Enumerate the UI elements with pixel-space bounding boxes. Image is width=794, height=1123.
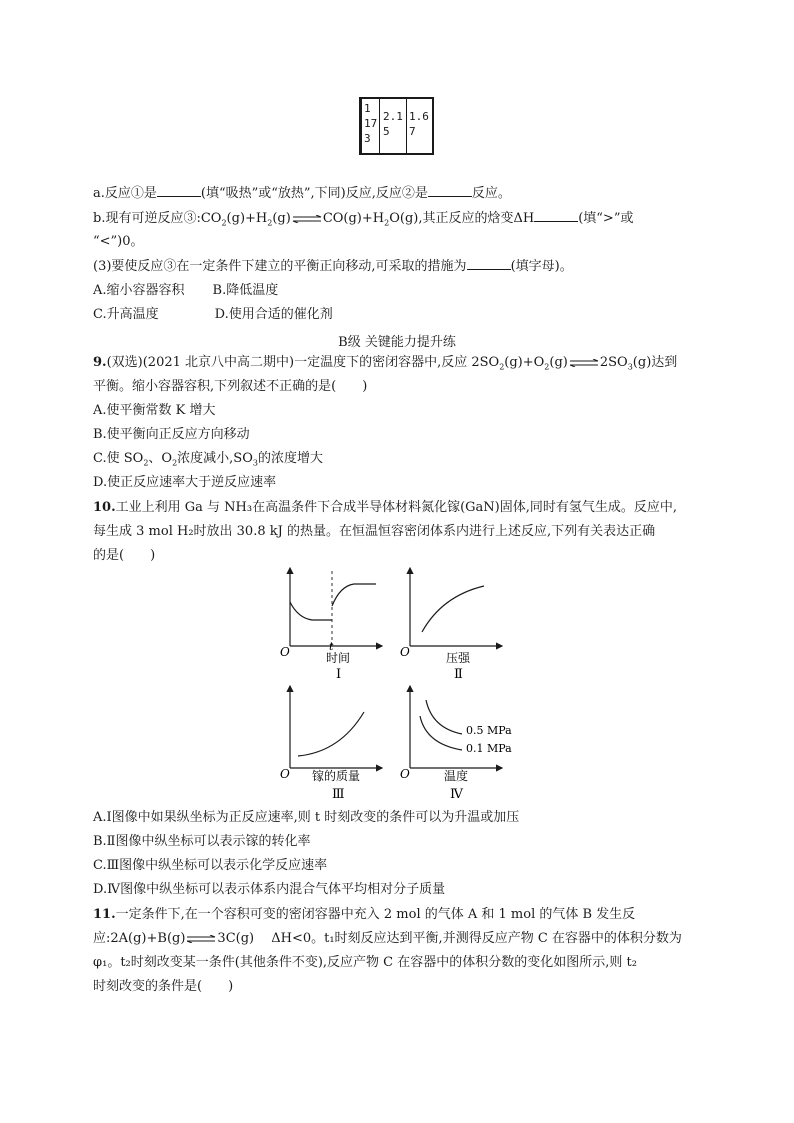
curve [290, 602, 332, 620]
answer-blank[interactable] [157, 184, 201, 197]
curve [422, 586, 484, 632]
subscript: 2 [499, 362, 505, 372]
option-d: D.使正反应速率大于逆反应速率 [93, 475, 277, 490]
table-cell: 1.6 [409, 110, 429, 123]
question-a [93, 184, 511, 203]
x-axis-label: 镓的质量 [312, 769, 361, 783]
question-3-options-row2 [93, 306, 333, 324]
x-axis-label: 压强 [446, 651, 471, 665]
answer-blank[interactable] [534, 209, 578, 222]
question-10-cont: 的是( ) [93, 548, 156, 563]
curve [298, 712, 364, 756]
table-cell: 1 [364, 102, 371, 115]
text: O(g),其正反应的焓变ΔH [389, 211, 535, 226]
x-axis-label: 温度 [444, 769, 469, 783]
x-axis-label: 时间 [326, 651, 351, 665]
question-9 [93, 354, 677, 377]
text: (g)+O [504, 355, 545, 370]
section-heading: B级 关键能力提升练 [338, 335, 456, 350]
text: (填“吸热”或“放热”,下同)反应,反应②是 [200, 186, 428, 201]
question-number: 10. [93, 500, 116, 515]
subscript: 2 [221, 218, 227, 228]
question-10-cont: 每生成 3 mol H₂时放出 30.8 kJ 的热量。在恒温恒容密闭体系内进行上述反应,下列有关表达正确 [93, 524, 656, 539]
option-a: A.Ⅰ图像中如果纵坐标为正反应速率,则 t 时刻改变的条件可以为升温或加压 [93, 810, 520, 825]
table-cell: 3 [364, 132, 371, 145]
subscript: 2 [172, 458, 178, 468]
text: 的浓度增大 [257, 451, 323, 466]
t-label: t [329, 640, 334, 653]
table-cell: 2.1 [383, 110, 403, 123]
text: 反应。 [471, 186, 511, 201]
text: b.现有可逆反应③:CO [93, 211, 222, 226]
graph-label: Ⅲ [332, 787, 345, 802]
text: (双选)(2021 北京八中高二期中)一定温度下的密闭容器中,反应 2SO [106, 355, 500, 370]
question-3 [93, 257, 573, 276]
text: CO(g)+H [322, 211, 385, 226]
text: 工业上利用 Ga 与 NH₃在高温条件下合成半导体材料氮化镓(GaN)固体,同时有氢气生成。反应中, [115, 500, 677, 515]
text: 一定条件下,在一个容积可变的密闭容器中充入 2 mol 的气体 A 和 1 mol 的气体 B 发生反 [115, 907, 636, 922]
option-b: B.使平衡向正反应方向移动 [93, 427, 250, 442]
table-col-1 [364, 101, 377, 155]
question-number: 11. [93, 907, 116, 922]
question-3-options-row1 [93, 282, 278, 300]
text: (g)+H [226, 211, 268, 226]
curve [332, 584, 376, 606]
question-b-cont: “<”)0。 [93, 234, 144, 249]
subscript: 2 [544, 362, 550, 372]
text: 2SO [599, 355, 628, 370]
graph-1 [280, 568, 382, 682]
text: 浓度减小,SO [177, 451, 253, 466]
option-a: A.缩小容器容积 [93, 283, 185, 298]
data-table-fragment [359, 97, 434, 155]
text: (g)达到 [632, 355, 678, 370]
table-cell: 17 [364, 117, 378, 130]
curve-label: 0.5 MPa [466, 724, 512, 737]
option-a: A.使平衡常数 K 增大 [93, 403, 216, 418]
table-divider [379, 99, 380, 153]
subscript: 2 [267, 218, 273, 228]
text: (g) [549, 355, 568, 370]
subscript: 3 [252, 458, 258, 468]
origin-label: O [400, 645, 410, 659]
text: C.使 SO [93, 451, 144, 466]
text: 3C(g) ΔH<0。t₁时刻反应达到平衡,并测得反应产物 C 在容器中的体积分数为 [217, 931, 682, 946]
text: (填字母)。 [510, 259, 573, 274]
option-c [93, 450, 323, 473]
equilibrium-arrow-icon [569, 359, 599, 367]
subscript: 3 [627, 362, 633, 372]
text: a.反应①是 [93, 186, 157, 201]
table-col-2 [383, 109, 403, 163]
graph-label: Ⅳ [450, 787, 463, 802]
table-cell: 7 [409, 125, 416, 138]
question-11 [93, 906, 635, 924]
text: 、O [148, 451, 173, 466]
text: 应:2A(g)+B(g) [93, 931, 186, 946]
equilibrium-arrow-icon [292, 215, 322, 223]
graph-label: Ⅱ [454, 667, 463, 682]
question-11-cont: 时刻改变的条件是( ) [93, 979, 234, 994]
table-cell: 5 [383, 125, 390, 138]
graph-label: Ⅰ [336, 667, 342, 682]
answer-blank[interactable] [467, 257, 511, 270]
subscript: 2 [384, 218, 390, 228]
question-b [93, 209, 633, 233]
graph-3 [280, 686, 382, 802]
option-c: C.升高温度 [93, 307, 159, 322]
question-10 [93, 499, 677, 517]
text: (填“>”或 [578, 211, 634, 226]
origin-label: O [280, 767, 290, 781]
origin-label: O [280, 645, 290, 659]
graph-2 [400, 568, 502, 682]
curve-0.5mpa [426, 700, 462, 734]
table-col-3 [409, 109, 429, 163]
graphs-figure [270, 562, 530, 802]
curve-label: 0.1 MPa [466, 742, 512, 755]
option-d: D.Ⅳ图像中纵坐标可以表示体系内混合气体平均相对分子质量 [93, 882, 446, 897]
option-d: D.使用合适的催化剂 [214, 307, 333, 322]
origin-label: O [400, 767, 410, 781]
question-9-cont: 平衡。缩小容器容积,下列叙述不正确的是( ) [93, 379, 368, 394]
text: (3)要使反应③在一定条件下建立的平衡正向移动,可采取的措施为 [93, 259, 467, 274]
answer-blank[interactable] [428, 184, 472, 197]
question-11-cont: φ₁。t₂时刻改变某一条件(其他条件不变),反应产物 C 在容器中的体积分数的变化如图所示,则 t₂ [93, 955, 637, 970]
option-c: C.Ⅲ图像中纵坐标可以表示化学反应速率 [93, 858, 328, 873]
text: (g) [272, 211, 291, 226]
subscript: 2 [143, 458, 149, 468]
graph-4 [400, 686, 512, 802]
equilibrium-arrow-icon [186, 935, 216, 943]
question-number: 9. [93, 355, 107, 370]
question-11-cont [93, 930, 682, 948]
option-b: B.降低温度 [212, 283, 279, 298]
table-divider [406, 99, 407, 153]
option-b: B.Ⅱ图像中纵坐标可以表示镓的转化率 [93, 834, 311, 849]
